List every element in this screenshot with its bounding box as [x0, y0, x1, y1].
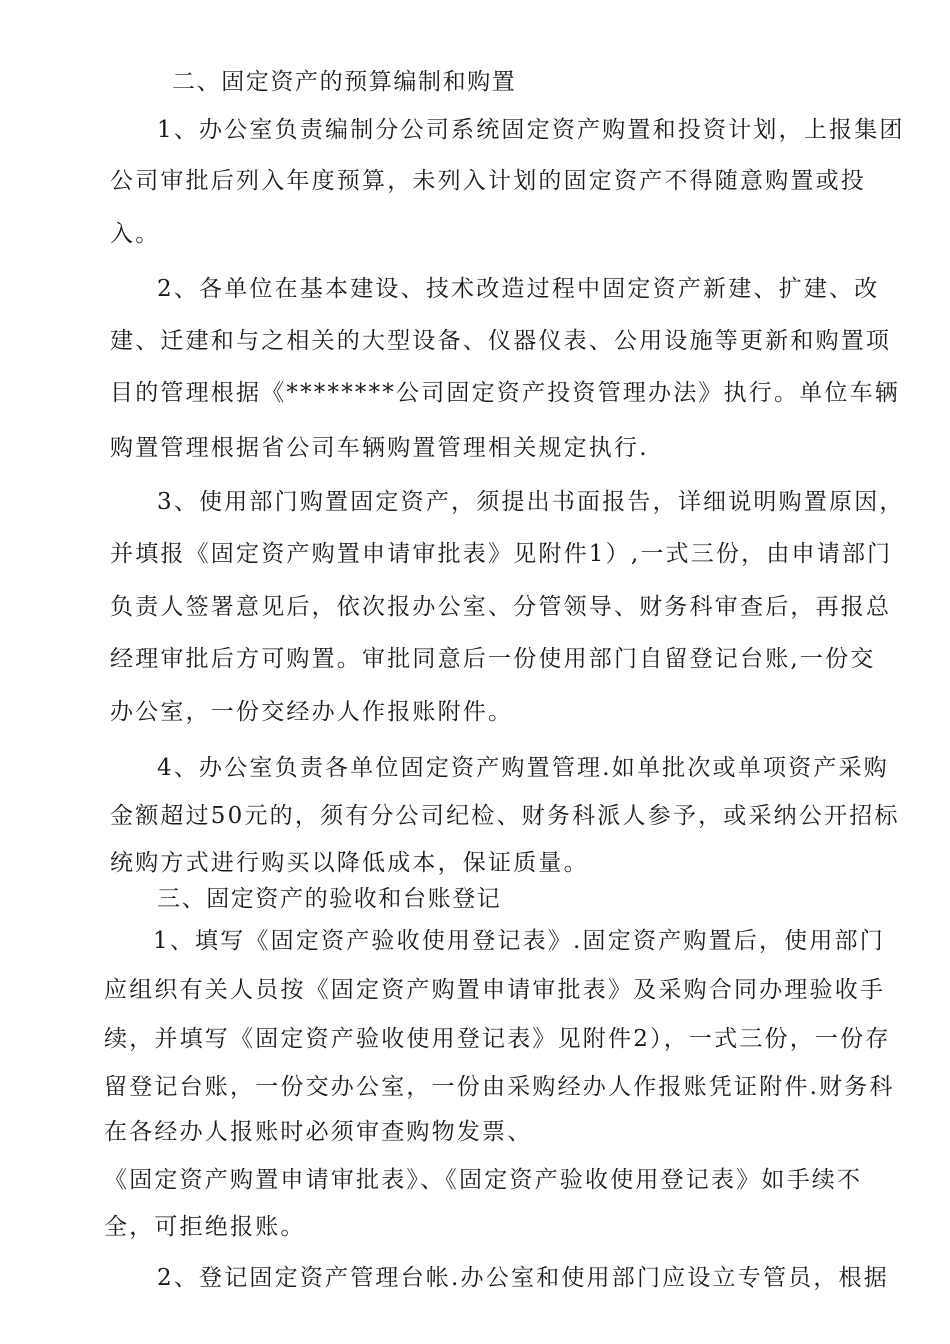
s3-item2-line1: 2、登记固定资产管理台帐.办公室和使用部门应设立专管员，根据	[157, 1265, 889, 1291]
s2-item2-line2: 建、迁建和与之相关的大型设备、仪器仪表、公用设施等更新和购置项	[110, 328, 892, 354]
s2-item4-line2: 金额超过50元的，须有分公司纪检、财务科派人参予，或采纳公开招标	[110, 803, 900, 829]
s3-item1-line2: 应组织有关人员按《固定资产购置申请审批表》及采购合同办理验收手	[104, 977, 886, 1003]
s3-item1-line6: 《固定资产购置申请审批表》、《固定资产验收使用登记表》如手续不	[104, 1167, 863, 1193]
s3-item1-line1: 1、填写《固定资产验收使用登记表》.固定资产购置后，使用部门	[153, 928, 885, 954]
s2-item4-line3: 统购方式进行购买以降低成本，保证质量。	[110, 850, 589, 876]
s2-item3-line5: 办公室，一份交经办人作报账附件。	[110, 699, 514, 725]
s2-item3-line2: 并填报《固定资产购置申请审批表》见附件1）,一式三份，由申请部门	[110, 541, 893, 567]
section-3-heading: 三、固定资产的验收和台账登记	[157, 886, 502, 912]
s3-item1-line5: 在各经办人报账时必须审查购物发票、	[104, 1119, 533, 1145]
s2-item1-line1: 1、办公室负责编制分公司系统固定资产购置和投资计划，上报集团	[157, 117, 905, 143]
s2-item3-line1: 3、使用部门购置固定资产，须提出书面报告，详细说明购置原因，	[157, 489, 905, 515]
s2-item4-line1: 4、办公室负责各单位固定资产购置管理.如单批次或单项资产采购	[157, 755, 889, 781]
s2-item1-line3: 入。	[110, 221, 161, 247]
s2-item1-line2: 公司审批后列入年度预算，未列入计划的固定资产不得随意购置或投	[110, 168, 866, 194]
section-2-heading: 二、固定资产的预算编制和购置	[172, 69, 517, 95]
s2-item2-line1: 2、各单位在基本建设、技术改造过程中固定资产新建、扩建、改	[157, 276, 880, 302]
s3-item1-line4: 留登记台账，一份交办公室，一份由采购经办人作报账凭证附件.财务科	[104, 1074, 895, 1100]
s2-item2-line3: 目的管理根据《********公司固定资产投资管理办法》执行。单位车辆	[110, 380, 900, 406]
s2-item2-line4: 购置管理根据省公司车辆购置管理相关规定执行.	[110, 435, 649, 461]
s2-item3-line4: 经理审批后方可购置。审批同意后一份使用部门自留登记台账,一份交	[110, 646, 876, 672]
s3-item1-line3: 续，并填写《固定资产验收使用登记表》见附件2），一式三份，一份存	[104, 1026, 891, 1052]
s3-item1-line7: 全，可拒绝报账。	[104, 1214, 306, 1240]
s2-item3-line3: 负责人签署意见后，依次报办公室、分管领导、财务科审查后，再报总	[110, 594, 892, 620]
